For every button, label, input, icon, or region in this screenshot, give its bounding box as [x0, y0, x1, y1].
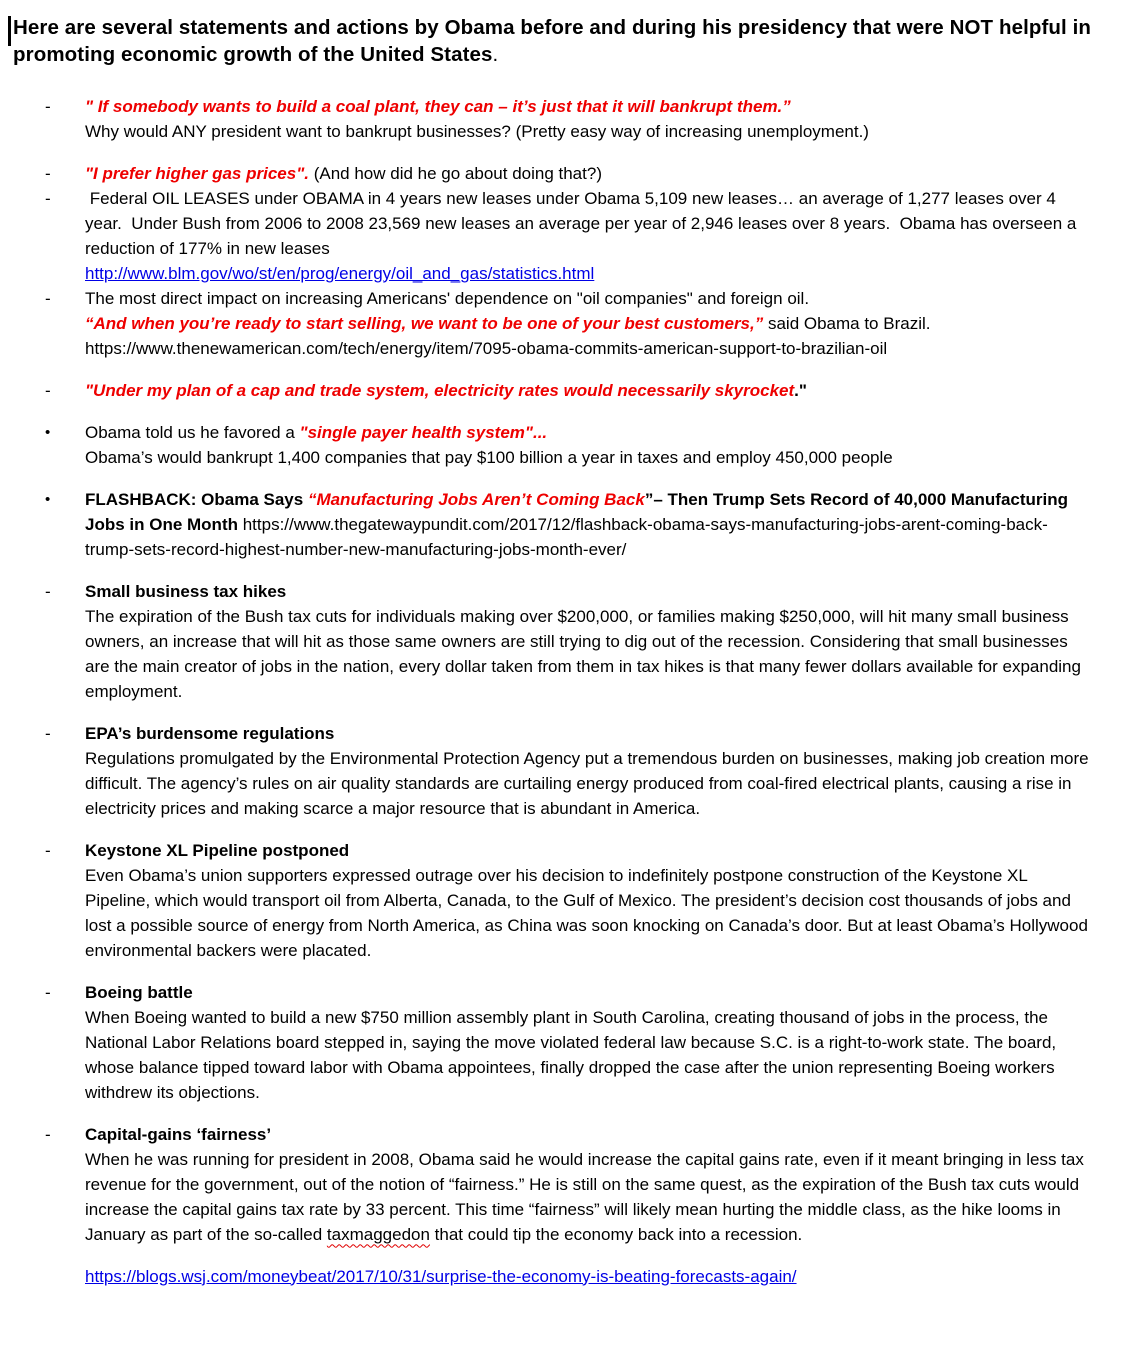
hyperlink[interactable]: http://www.blm.gov/wo/st/en/prog/energy/oil_and_gas/statistics.html [85, 263, 595, 283]
bold-run: FLASHBACK: Obama Says [85, 489, 308, 509]
epa-regulations-item [10, 721, 1094, 821]
red-quote-run: "Under my plan of a cap and trade system, electricity rates would necessarily skyrocket [85, 380, 795, 400]
plain-run: Federal OIL LEASES under OBAMA in 4 years new leases under Obama 5,109 new leases… an average of 1,277 leases over 4 year. Under Bush from 2006 to 2008 23,569 new leases an average per year of 2,946 leases over 8 years. Obama has overseen a reduction of 177% in new leases [85, 188, 1082, 258]
paragraph-text [85, 161, 1094, 186]
boeing-battle-item [10, 980, 1094, 1105]
hyperlink[interactable]: https://blogs.wsj.com/moneybeat/2017/10/31/surprise-the-economy-is-beating-forecasts-again/ [85, 1266, 797, 1286]
flashback-manufacturing-item [10, 487, 1094, 562]
paragraph-text [85, 286, 1094, 361]
dash-marker: - [45, 163, 51, 183]
squiggle-run: taxmaggedon [326, 1224, 430, 1244]
bold-run: ." [794, 380, 807, 400]
bold-run: ”– Then Trump Sets Record of 40,000 Manufacturing Jobs in One Month [85, 489, 1073, 534]
paragraph-text [85, 838, 1094, 963]
plain-run: that could tip the economy back into a recession. [429, 1224, 803, 1244]
plain-run: https://www.thenewamerican.com/tech/energy/item/7095-obama-commits-american-support-to-brazilian-oil [85, 338, 888, 358]
plain-run: (And how did he go about doing that?) [308, 163, 602, 183]
coal-plant-quote-item [10, 94, 1094, 144]
bold-run: EPA’s burdensome regulations [85, 723, 335, 743]
plain-run: The most direct impact on increasing Americans' dependence on "oil companies" and foreign oil. [85, 288, 810, 308]
dash-marker: - [45, 288, 51, 308]
paragraph-text [85, 1264, 1094, 1289]
text-cursor [8, 16, 11, 46]
paragraph-text [85, 186, 1094, 286]
wsj-link-item [10, 1264, 1094, 1289]
plain-run: When Boeing wanted to build a new $750 million assembly plant in South Carolina, creating thousand of jobs in the process, the National Labor Relations board stepped in, saying the move violated federal law because S.C. is a right-to-work state. The board, whose balance tipped toward labor with Obama appointees, finally dropped the case after the union representing Boeing workers withdrew its objections. [85, 1007, 1061, 1102]
red-quote-run: " If somebody wants to build a coal plant, they can – it’s just that it will bankrupt them.” [85, 96, 791, 116]
plain-run: Obama told us he favored a [85, 422, 300, 442]
bullet-marker: • [45, 423, 51, 441]
dash-marker: - [45, 96, 51, 116]
bold-run: Small business tax hikes [85, 581, 287, 601]
capital-gains-item [10, 1122, 1094, 1247]
cap-and-trade-quote-item [10, 378, 1094, 403]
dash-marker: - [45, 380, 51, 400]
paragraph-text [85, 94, 1094, 144]
red-quote-run: "I prefer higher gas prices". [85, 163, 309, 183]
plain-run: Why would ANY president want to bankrupt businesses? (Pretty easy way of increasing unemployment.) [85, 121, 869, 141]
paragraph-text [85, 378, 1094, 403]
oil-dependence-item [10, 286, 1094, 361]
oil-leases-item [10, 186, 1094, 286]
plain-run: When he was running for president in 2008, Obama said he would increase the capital gains rate, even if it meant bringing in less tax revenue for the government, out of the notion of “fairness.” He is still on the same quest, as the expiration of the Bush tax cuts would increase the capital gains tax rate by 33 percent. This time “fairness” will likely mean hurting the middle class, as the hike looms in January as part of the so-called [85, 1149, 1089, 1244]
plain-run: https://www.thegatewaypundit.com/2017/12/flashback-obama-says-manufacturing-jobs-arent-coming-back-trump-sets-record-highest-number-new-manufacturing-jobs-month-ever/ [85, 514, 1048, 559]
single-payer-item [10, 420, 1094, 470]
gas-prices-quote-item [10, 161, 1094, 186]
plain-run: The expiration of the Bush tax cuts for individuals making over $200,000, or families making $250,000, will hit many small business owners, an increase that will hit as those same owners are still trying to dig out of the recession. Considering that small businesses are the main creator of jobs in the nation, every dollar taken from them in tax hikes is that many fewer dollars available for expanding employment. [85, 606, 1086, 701]
dash-marker: - [45, 840, 51, 860]
dash-marker: - [45, 581, 51, 601]
dash-marker: - [45, 1124, 51, 1144]
plain-run: Obama’s would bankrupt 1,400 companies that pay $100 billion a year in taxes and employ 450,000 people [85, 447, 893, 467]
paragraph-text [85, 1122, 1094, 1247]
no-marker [45, 1264, 85, 1289]
red-quote-run: “And when you’re ready to start selling, we want to be one of your best customers,” [85, 313, 764, 333]
bold-run: Keystone XL Pipeline postponed [85, 840, 350, 860]
document-body [10, 94, 1094, 1289]
paragraph-text [85, 487, 1094, 562]
paragraph-text [85, 980, 1094, 1105]
paragraph-text [85, 721, 1094, 821]
plain-run: said Obama to Brazil. [763, 313, 931, 333]
plain-run: Even Obama’s union supporters expressed outrage over his decision to indefinitely postpone construction of the Keystone XL Pipeline, which would transport oil from Alberta, Canada, to the Gulf of Mexico. The president’s decision cost thousands of jobs and lost a possible source of energy from North America, as China was soon knocking on Canada’s door. But at least Obama’s Hollywood environmental backers were placated. [85, 865, 1093, 960]
document-heading [10, 14, 1094, 69]
red-quote-run: "single payer health system"... [299, 422, 548, 442]
paragraph-text [85, 579, 1094, 704]
heading-text: Here are several statements and actions by Obama before and during his presidency that were NOT helpful in promoting economic growth of the United States [13, 16, 1092, 67]
plain-run: Regulations promulgated by the Environmental Protection Agency put a tremendous burden on businesses, making job creation more difficult. The agency’s rules on air quality standards are curtailing energy produced from coal-fired electrical plants, causing a rise in electricity prices and making scarce a major resource that is abundant in America. [85, 748, 1094, 818]
bold-run: Capital-gains ‘fairness’ [85, 1124, 272, 1144]
bold-run: Boeing battle [85, 982, 193, 1002]
dash-marker: - [45, 982, 51, 1002]
bullet-marker: • [45, 490, 51, 508]
small-business-tax-hikes-item [10, 579, 1094, 704]
dash-marker: - [45, 723, 51, 743]
paragraph-text [85, 420, 1094, 470]
dash-marker: - [45, 188, 51, 208]
keystone-pipeline-item [10, 838, 1094, 963]
red-quote-run: “Manufacturing Jobs Aren’t Coming Back [307, 489, 645, 509]
heading-period: . [492, 43, 499, 67]
